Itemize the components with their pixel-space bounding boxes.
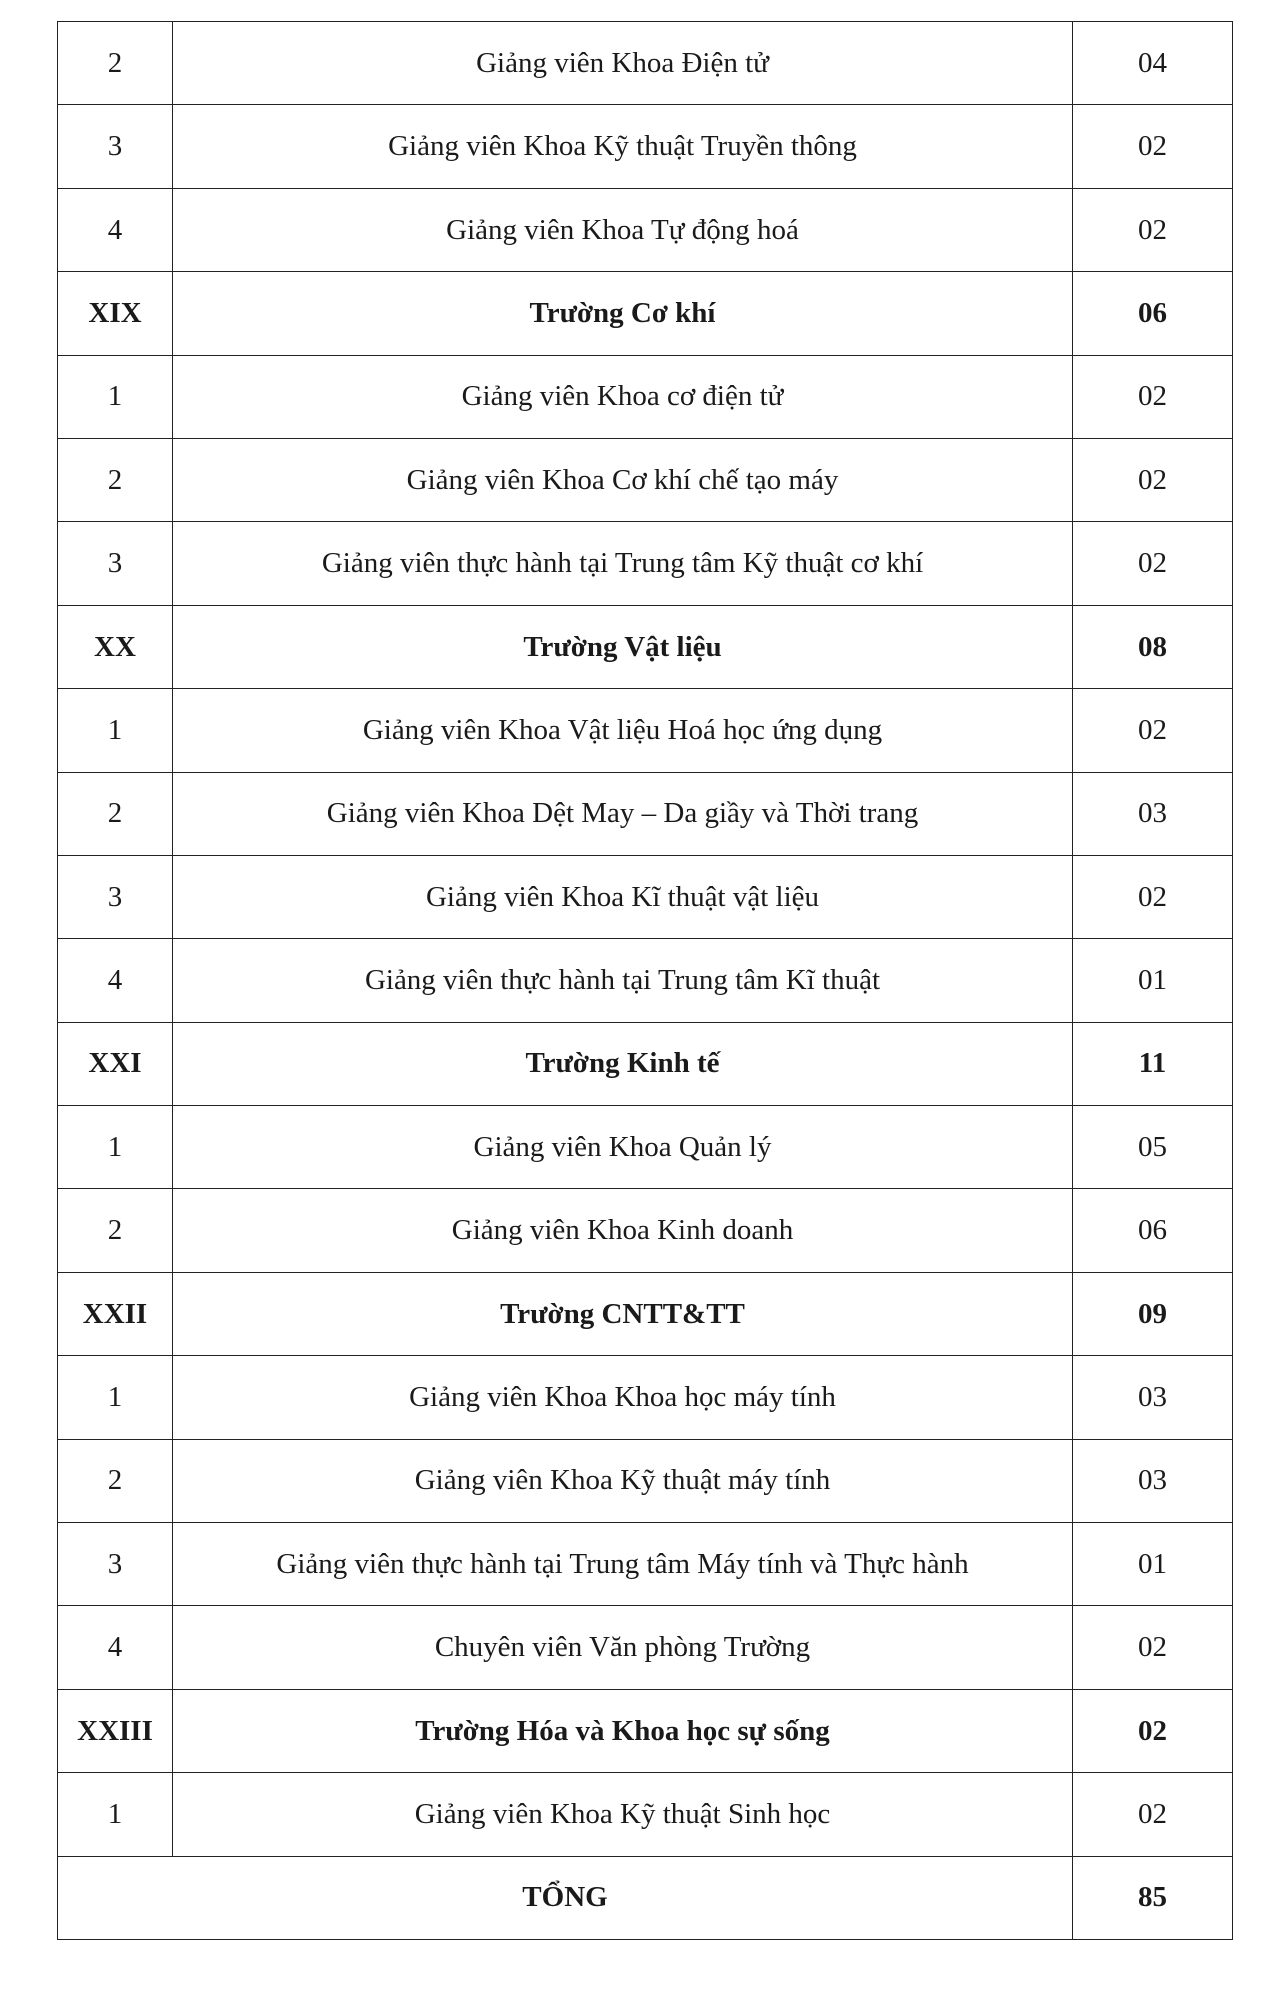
position-quantity: 02 — [1073, 355, 1233, 438]
row-index: 1 — [58, 1106, 173, 1189]
position-name: Giảng viên Khoa Vật liệu Hoá học ứng dụng — [173, 689, 1073, 772]
group-row — [58, 605, 1233, 688]
group-index: XXIII — [58, 1689, 173, 1772]
group-name: Trường Hóa và Khoa học sự sống — [173, 1689, 1073, 1772]
table-row — [58, 188, 1233, 271]
table-row — [58, 1523, 1233, 1606]
group-index: XXII — [58, 1272, 173, 1355]
table-row — [58, 855, 1233, 938]
group-row — [58, 1689, 1233, 1772]
row-index: 2 — [58, 438, 173, 521]
table-row — [58, 355, 1233, 438]
document-page — [57, 21, 1232, 1940]
group-quantity: 08 — [1073, 605, 1233, 688]
position-quantity: 06 — [1073, 1189, 1233, 1272]
group-quantity: 09 — [1073, 1272, 1233, 1355]
group-name: Trường CNTT&TT — [173, 1272, 1073, 1355]
position-name: Giảng viên Khoa Tự động hoá — [173, 188, 1073, 271]
position-quantity: 02 — [1073, 689, 1233, 772]
row-index: 2 — [58, 1189, 173, 1272]
row-index: 1 — [58, 1773, 173, 1856]
position-name: Giảng viên Khoa Kĩ thuật vật liệu — [173, 855, 1073, 938]
table-row — [58, 689, 1233, 772]
position-quantity: 04 — [1073, 22, 1233, 105]
row-index: 4 — [58, 939, 173, 1022]
position-quantity: 05 — [1073, 1106, 1233, 1189]
table-body — [58, 22, 1233, 1940]
position-name: Giảng viên thực hành tại Trung tâm Kĩ thuật — [173, 939, 1073, 1022]
table-row — [58, 1439, 1233, 1522]
total-quantity: 85 — [1073, 1856, 1233, 1939]
position-name: Giảng viên Khoa Kỹ thuật Sinh học — [173, 1773, 1073, 1856]
total-label: TỔNG — [58, 1856, 1073, 1939]
row-index: 3 — [58, 1523, 173, 1606]
group-name: Trường Kinh tế — [173, 1022, 1073, 1105]
table-row — [58, 772, 1233, 855]
position-quantity: 01 — [1073, 1523, 1233, 1606]
position-name: Giảng viên Khoa Cơ khí chế tạo máy — [173, 438, 1073, 521]
group-index: XX — [58, 605, 173, 688]
position-quantity: 02 — [1073, 1773, 1233, 1856]
position-name: Chuyên viên Văn phòng Trường — [173, 1606, 1073, 1689]
position-quantity: 02 — [1073, 188, 1233, 271]
group-name: Trường Vật liệu — [173, 605, 1073, 688]
position-name: Giảng viên thực hành tại Trung tâm Kỹ thuật cơ khí — [173, 522, 1073, 605]
position-name: Giảng viên Khoa Điện tử — [173, 22, 1073, 105]
group-index: XIX — [58, 272, 173, 355]
position-name: Giảng viên Khoa Quản lý — [173, 1106, 1073, 1189]
table-row — [58, 1606, 1233, 1689]
position-quantity: 02 — [1073, 105, 1233, 188]
position-name: Giảng viên Khoa cơ điện tử — [173, 355, 1073, 438]
position-quantity: 02 — [1073, 438, 1233, 521]
table-row — [58, 22, 1233, 105]
row-index: 4 — [58, 188, 173, 271]
position-quantity: 02 — [1073, 855, 1233, 938]
position-quantity: 03 — [1073, 772, 1233, 855]
position-name: Giảng viên thực hành tại Trung tâm Máy tính và Thực hành — [173, 1523, 1073, 1606]
group-index: XXI — [58, 1022, 173, 1105]
table-row — [58, 1189, 1233, 1272]
table-row — [58, 438, 1233, 521]
row-index: 4 — [58, 1606, 173, 1689]
position-name: Giảng viên Khoa Kỹ thuật máy tính — [173, 1439, 1073, 1522]
group-row — [58, 1022, 1233, 1105]
position-name: Giảng viên Khoa Dệt May – Da giầy và Thời trang — [173, 772, 1073, 855]
position-name: Giảng viên Khoa Kinh doanh — [173, 1189, 1073, 1272]
group-quantity: 02 — [1073, 1689, 1233, 1772]
row-index: 3 — [58, 522, 173, 605]
table-row — [58, 105, 1233, 188]
row-index: 3 — [58, 105, 173, 188]
position-quantity: 02 — [1073, 1606, 1233, 1689]
total-row — [58, 1856, 1233, 1939]
group-quantity: 11 — [1073, 1022, 1233, 1105]
row-index: 1 — [58, 689, 173, 772]
table-row — [58, 522, 1233, 605]
row-index: 2 — [58, 1439, 173, 1522]
row-index: 1 — [58, 1356, 173, 1439]
staffing-quota-table — [57, 21, 1233, 1940]
position-name: Giảng viên Khoa Kỹ thuật Truyền thông — [173, 105, 1073, 188]
position-quantity: 03 — [1073, 1356, 1233, 1439]
table-row — [58, 939, 1233, 1022]
position-name: Giảng viên Khoa Khoa học máy tính — [173, 1356, 1073, 1439]
row-index: 2 — [58, 772, 173, 855]
position-quantity: 03 — [1073, 1439, 1233, 1522]
row-index: 2 — [58, 22, 173, 105]
table-row — [58, 1356, 1233, 1439]
group-row — [58, 1272, 1233, 1355]
row-index: 3 — [58, 855, 173, 938]
position-quantity: 02 — [1073, 522, 1233, 605]
group-row — [58, 272, 1233, 355]
position-quantity: 01 — [1073, 939, 1233, 1022]
row-index: 1 — [58, 355, 173, 438]
table-row — [58, 1106, 1233, 1189]
group-name: Trường Cơ khí — [173, 272, 1073, 355]
table-row — [58, 1773, 1233, 1856]
group-quantity: 06 — [1073, 272, 1233, 355]
